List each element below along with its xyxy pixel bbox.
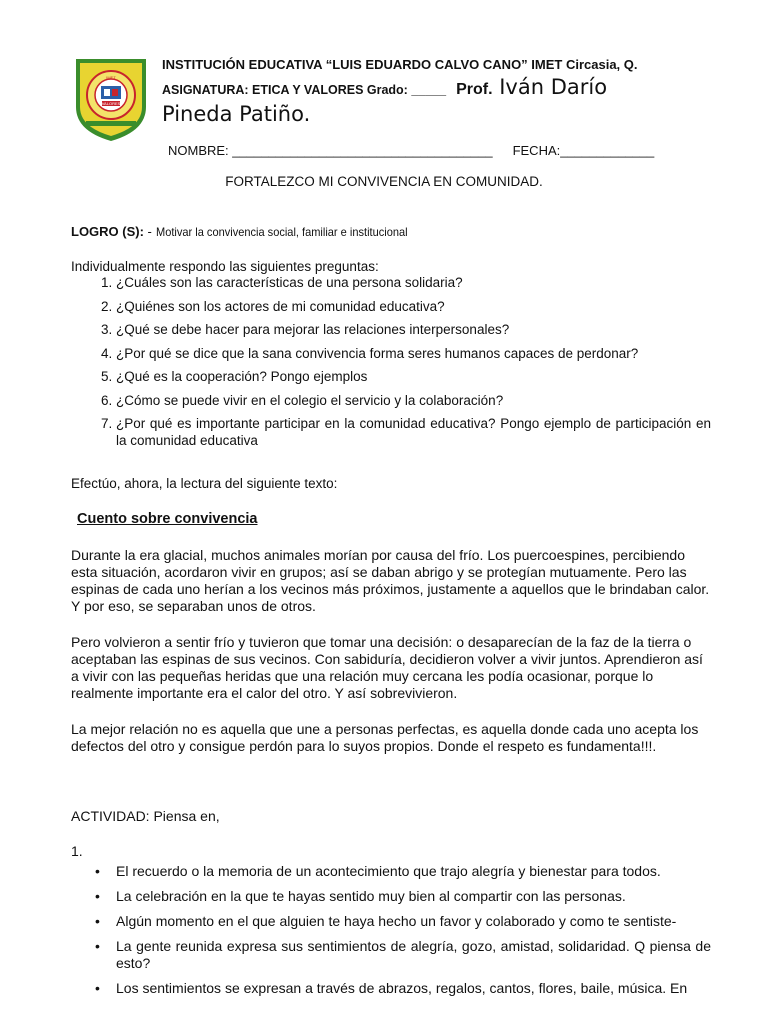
professor-first — [456, 75, 608, 99]
name-date-line — [168, 143, 654, 158]
activity-label: ACTIVIDAD: Piensa en, — [71, 808, 220, 824]
school-logo — [72, 55, 150, 143]
professor-last-name: Pineda Patiño. — [162, 102, 311, 126]
question-item: 7. ¿Por qué es importante participar en la comunidad educativa? Pongo ejemplo de participación en la comunidad educativa — [116, 416, 711, 449]
questions-list — [71, 275, 711, 456]
question-item: 4. ¿Por qué se dice que la sana convivencia forma seres humanos capaces de perdonar? — [116, 346, 711, 363]
question-item: 2. ¿Quiénes son los actores de mi comunidad educativa? — [116, 299, 711, 316]
bullet-item: • La celebración en la que te hayas sentido muy bien al compartir con las personas. — [116, 888, 711, 905]
activity-number: 1. — [71, 843, 83, 859]
questions-intro: Individualmente respondo las siguientes preguntas: — [71, 259, 379, 274]
activity-bullets — [71, 863, 711, 1005]
story-paragraph: La mejor relación no es aquella que une a personas perfectas, es aquella donde cada uno acepta los defectos del otro y consigue perdón para lo suyos propios. Donde el respeto es fundamenta!!!. — [71, 721, 699, 754]
bullet-item: • La gente reunida expresa sus sentimientos de alegría, gozo, amistad, solidaridad. Q piensa de esto? — [116, 938, 711, 972]
logo-text: VALORES — [101, 101, 121, 106]
logro-dash: - — [143, 224, 156, 239]
subject-grade: ASIGNATURA: ETICA Y VALORES Grado: _____ — [162, 83, 447, 97]
question-item: 6. ¿Cómo se puede vivir en el colegio el servicio y la colaboración? — [116, 393, 711, 410]
bullet-item: • Algún momento en el que alguien te haya hecho un favor y colaborado y como te sentiste- — [116, 913, 711, 930]
question-item: 3. ¿Qué se debe hacer para mejorar las relaciones interpersonales? — [116, 322, 711, 339]
bullet-item: • Los sentimientos se expresan a través de abrazos, regalos, cantos, flores, baile, música. En — [116, 980, 711, 997]
name-field: NOMBRE: ____________________________________ — [168, 143, 493, 158]
prof-prefix: Prof. — [456, 81, 493, 98]
question-item: 5. ¿Qué es la cooperación? Pongo ejemplos — [116, 369, 711, 386]
story-title: Cuento sobre convivencia — [77, 511, 258, 527]
logro-label: LOGRO (S): — [71, 224, 144, 239]
institution-name: INSTITUCIÓN EDUCATIVA “LUIS EDUARDO CALVO CANO” IMET Circasia, Q. — [162, 57, 638, 72]
page-title: FORTALEZCO MI CONVIVENCIA EN COMUNIDAD. — [225, 174, 543, 189]
story-paragraph: Durante la era glacial, muchos animales morían por causa del frío. Los puercoespines, percibiendo esta situación, acordaron vivir en grupos; así se daban abrigo y se protegían mutuamente. Pero las espinas de cada uno herían a los vecinos más próximos, justamente a aquellos que le brindaban calor. Y por eso, se separaban unos de otros. — [71, 547, 710, 614]
question-item: 1. ¿Cuáles son las características de una persona solidaria? — [116, 275, 711, 292]
date-field: FECHA:_____________ — [512, 143, 655, 158]
logro-line — [71, 224, 429, 239]
prof-first-name: Iván Darío — [492, 75, 608, 99]
reading-intro: Efectúo, ahora, la lectura del siguiente texto: — [71, 476, 338, 491]
logro-text: Motivar la convivencia social, familiar e institucional — [155, 225, 408, 239]
subject-line — [162, 75, 607, 99]
logo-arc-text: IMET — [106, 75, 116, 80]
story-paragraph: Pero volvieron a sentir frío y tuvieron que tomar una decisión: o desaparecían de la faz de la tierra o aceptaban las espinas de sus vecinos. Con sabiduría, decidieron volver a vivir juntos. Aprendieron así a vivir con las pequeñas heridas que una relación muy cercana les podía ocasionar, porque lo realmente importante era el calor del otro. Y así sobrevivieron. — [71, 634, 703, 701]
bullet-item: • El recuerdo o la memoria de un acontecimiento que trajo alegría y bienestar para todos. — [116, 863, 711, 880]
